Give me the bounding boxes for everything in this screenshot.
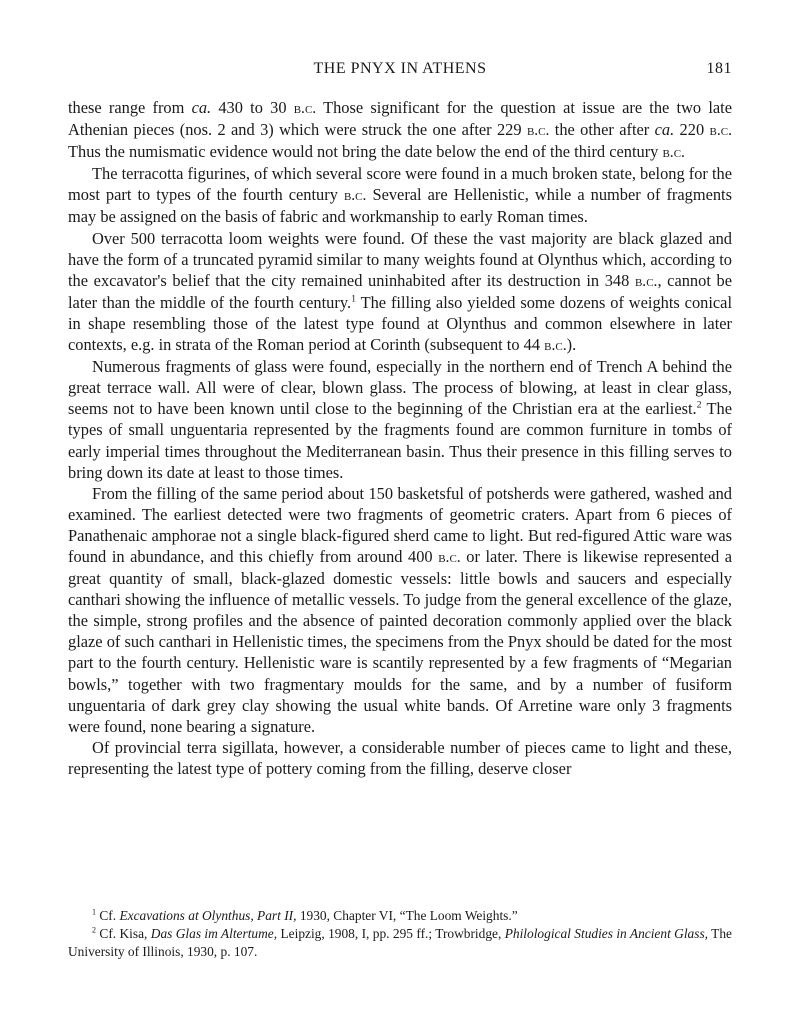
paragraph-glass: Numerous fragments of glass were found, especially in the northern end of Trench A behind the great terrace wall. All were of clear, blown glass. The process of blowing, at least in clear glass, seems not to have been known until close to the beginning of the Christian era at the earliest.$^2$ The types of small unguentaria represented by the fragments found are common furniture in tombs of early imperial times throughout the Mediterranean basin. Thus their presence in this filling serves to bring down its date at least to those times.	[68, 357, 732, 482]
running-header	[68, 60, 732, 82]
footnote-1: $^1$ Cf. Excavations at Olynthus, Part II, 1930, Chapter VI, “The Loom Weights.”	[92, 907, 518, 923]
page-number: 181	[706, 60, 732, 77]
paragraph-figurines: The terracotta figurines, of which several score were found in a much broken state, belong for the most part to types of the fourth century b.c. Several are Hellenistic, while a number of fragments may be assigned on the basis of fabric and workmanship to early Roman times.	[68, 164, 732, 227]
paragraph-terra-sigillata: Of provincial terra sigillata, however, a considerable number of pieces came to light and these, representing the latest type of pottery coming from the filling, deserve closer	[68, 737, 732, 778]
running-title: THE PNYX IN ATHENS	[313, 60, 487, 77]
paragraph-potsherds: From the filling of the same period about 150 basketsful of potsherds were gathered, washed and examined. The earliest detected were two fragments of geometric craters. Apart from 6 pieces of Panathenaic amphorae not a single black-figured sherd came to light. But red-figured Attic ware was found in abundance, and this chiefly from around 400 b.c. or later. There is likewise represented a great quantity of small, black-glazed domestic vessels: little bowls and saucers and especially canthari showing the influence of metallic vessels. To judge from the general excellence of the glaze, the simple, strong profiles and the absence of painted decoration commonly applied over the black glaze of such canthari in Hellenistic times, the specimens from the Pnyx should be dated for the most part to the fourth century. Hellenistic ware is scantily represented by a few fragments of “Megarian bowls,” together with two fragmentary moulds for the same, and by a number of fusiform unguentaria of dark grey clay showing the usual white bands. Of Arretine ware only 3 fragments were found, none bearing a signature.	[68, 483, 733, 736]
footnote-ref-2: 2	[696, 399, 702, 411]
footnote-2: $^2$ Cf. Kisa, Das Glas im Altertume, Leipzig, 1908, I, pp. 295 ff.; Trowbridge, Philological Studies in Ancient Glass, The University of Illinois, 1930, p. 107.	[68, 925, 732, 959]
paragraph-loom-weights: Over 500 terracotta loom weights were found. Of these the vast majority are black glazed and have the form of a truncated pyramid similar to many weights found at Olynthus which, according to the excavator's belief that the city remained uninhabited after its destruction in 348 b.c., cannot be later than the middle of the fourth century.$^1$ The filling also yielded some dozens of weights conical in shape resembling those of the latest type found at Olynthus and common elsewhere in later contexts, e.g. in strata of the Roman period at Corinth (subsequent to 44 b.c.).	[68, 228, 733, 355]
paragraph-numismatic: these range from ca. 430 to 30 b.c. Those significant for the question at issue are the two late Athenian pieces (nos. 2 and 3) which were struck the one after 229 b.c. the other after ca. 220 b.c. Thus the numismatic evidence would not bring the date below the end of the third century b.c.	[68, 98, 732, 162]
footnote-ref-1: 1	[351, 293, 356, 305]
footnotes	[68, 907, 732, 961]
body-text	[68, 97, 732, 779]
